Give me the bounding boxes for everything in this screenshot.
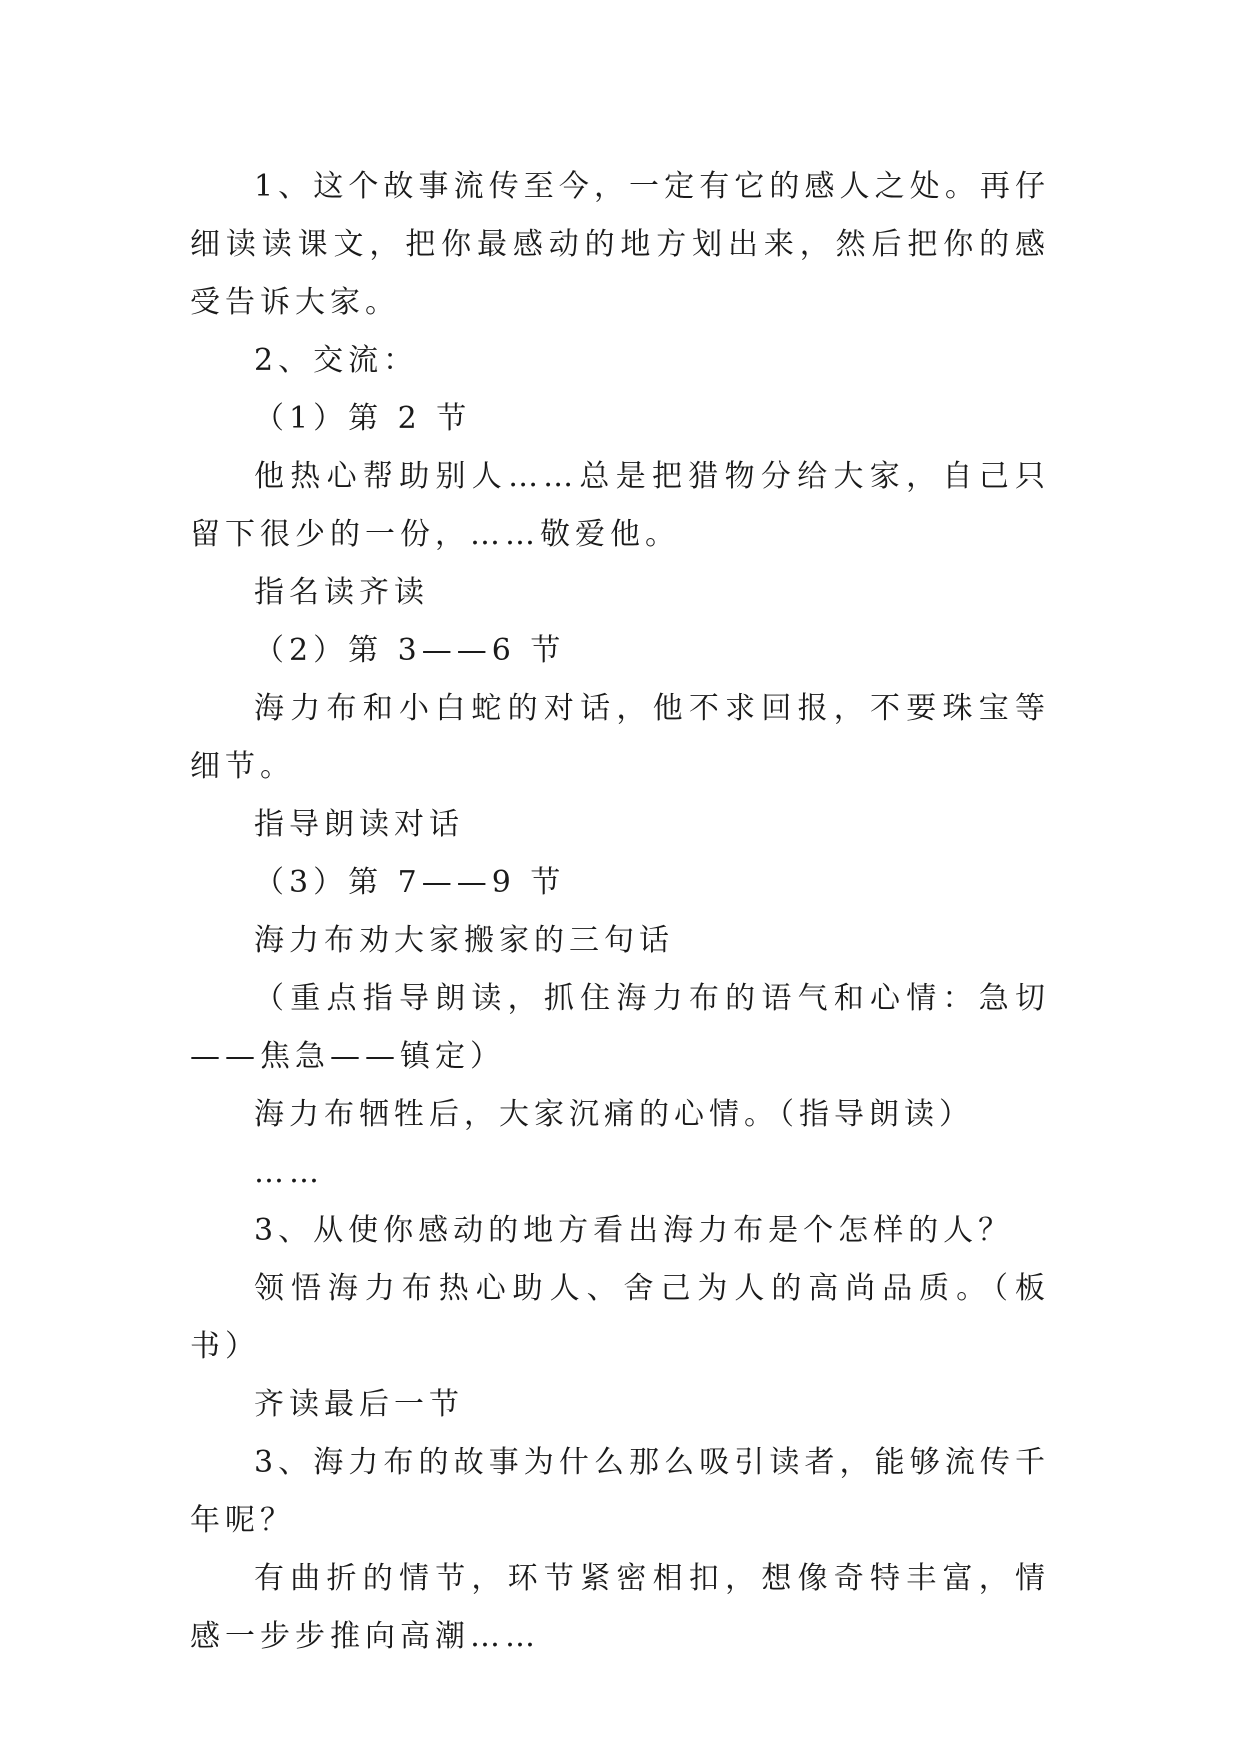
paragraph-16: 齐读最后一节: [254, 1387, 464, 1422]
paragraph-11: （重点指导朗读，抓住海力布的语气和心情：急切——焦急——镇定）: [190, 981, 1050, 1074]
document-body: [190, 158, 1050, 1666]
paragraph-8: 指导朗读对话: [254, 807, 464, 842]
paragraph-17: 3、海力布的故事为什么那么吸引读者，能够流传千年呢？: [190, 1445, 1050, 1538]
paragraph-9: （3）第 7——9 节: [254, 865, 566, 900]
paragraph-5: 指名读齐读: [254, 575, 429, 610]
paragraph-1: 1、这个故事流传至今，一定有它的感人之处。再仔细读读课文，把你最感动的地方划出来，然后把你的感受告诉大家。: [190, 169, 1050, 320]
paragraph-4: 他热心帮助别人……总是把猎物分给大家，自己只留下很少的一份，……敬爱他。: [190, 459, 1050, 552]
paragraph-13: ……: [254, 1155, 324, 1190]
paragraph-10: 海力布劝大家搬家的三句话: [254, 923, 674, 958]
paragraph-14: 3、从使你感动的地方看出海力布是个怎样的人？: [254, 1213, 1014, 1248]
paragraph-3: （1）第 2 节: [254, 401, 472, 436]
paragraph-12: 海力布牺牲后，大家沉痛的心情。（指导朗读）: [254, 1097, 974, 1132]
paragraph-18: 有曲折的情节，环节紧密相扣，想像奇特丰富，情感一步步推向高潮……: [190, 1561, 1050, 1654]
paragraph-6: （2）第 3——6 节: [254, 633, 566, 668]
paragraph-15: 领悟海力布热心助人、舍己为人的高尚品质。（板书）: [190, 1271, 1050, 1364]
paragraph-2: 2、交流：: [254, 343, 419, 378]
paragraph-7: 海力布和小白蛇的对话，他不求回报，不要珠宝等细节。: [190, 691, 1050, 784]
